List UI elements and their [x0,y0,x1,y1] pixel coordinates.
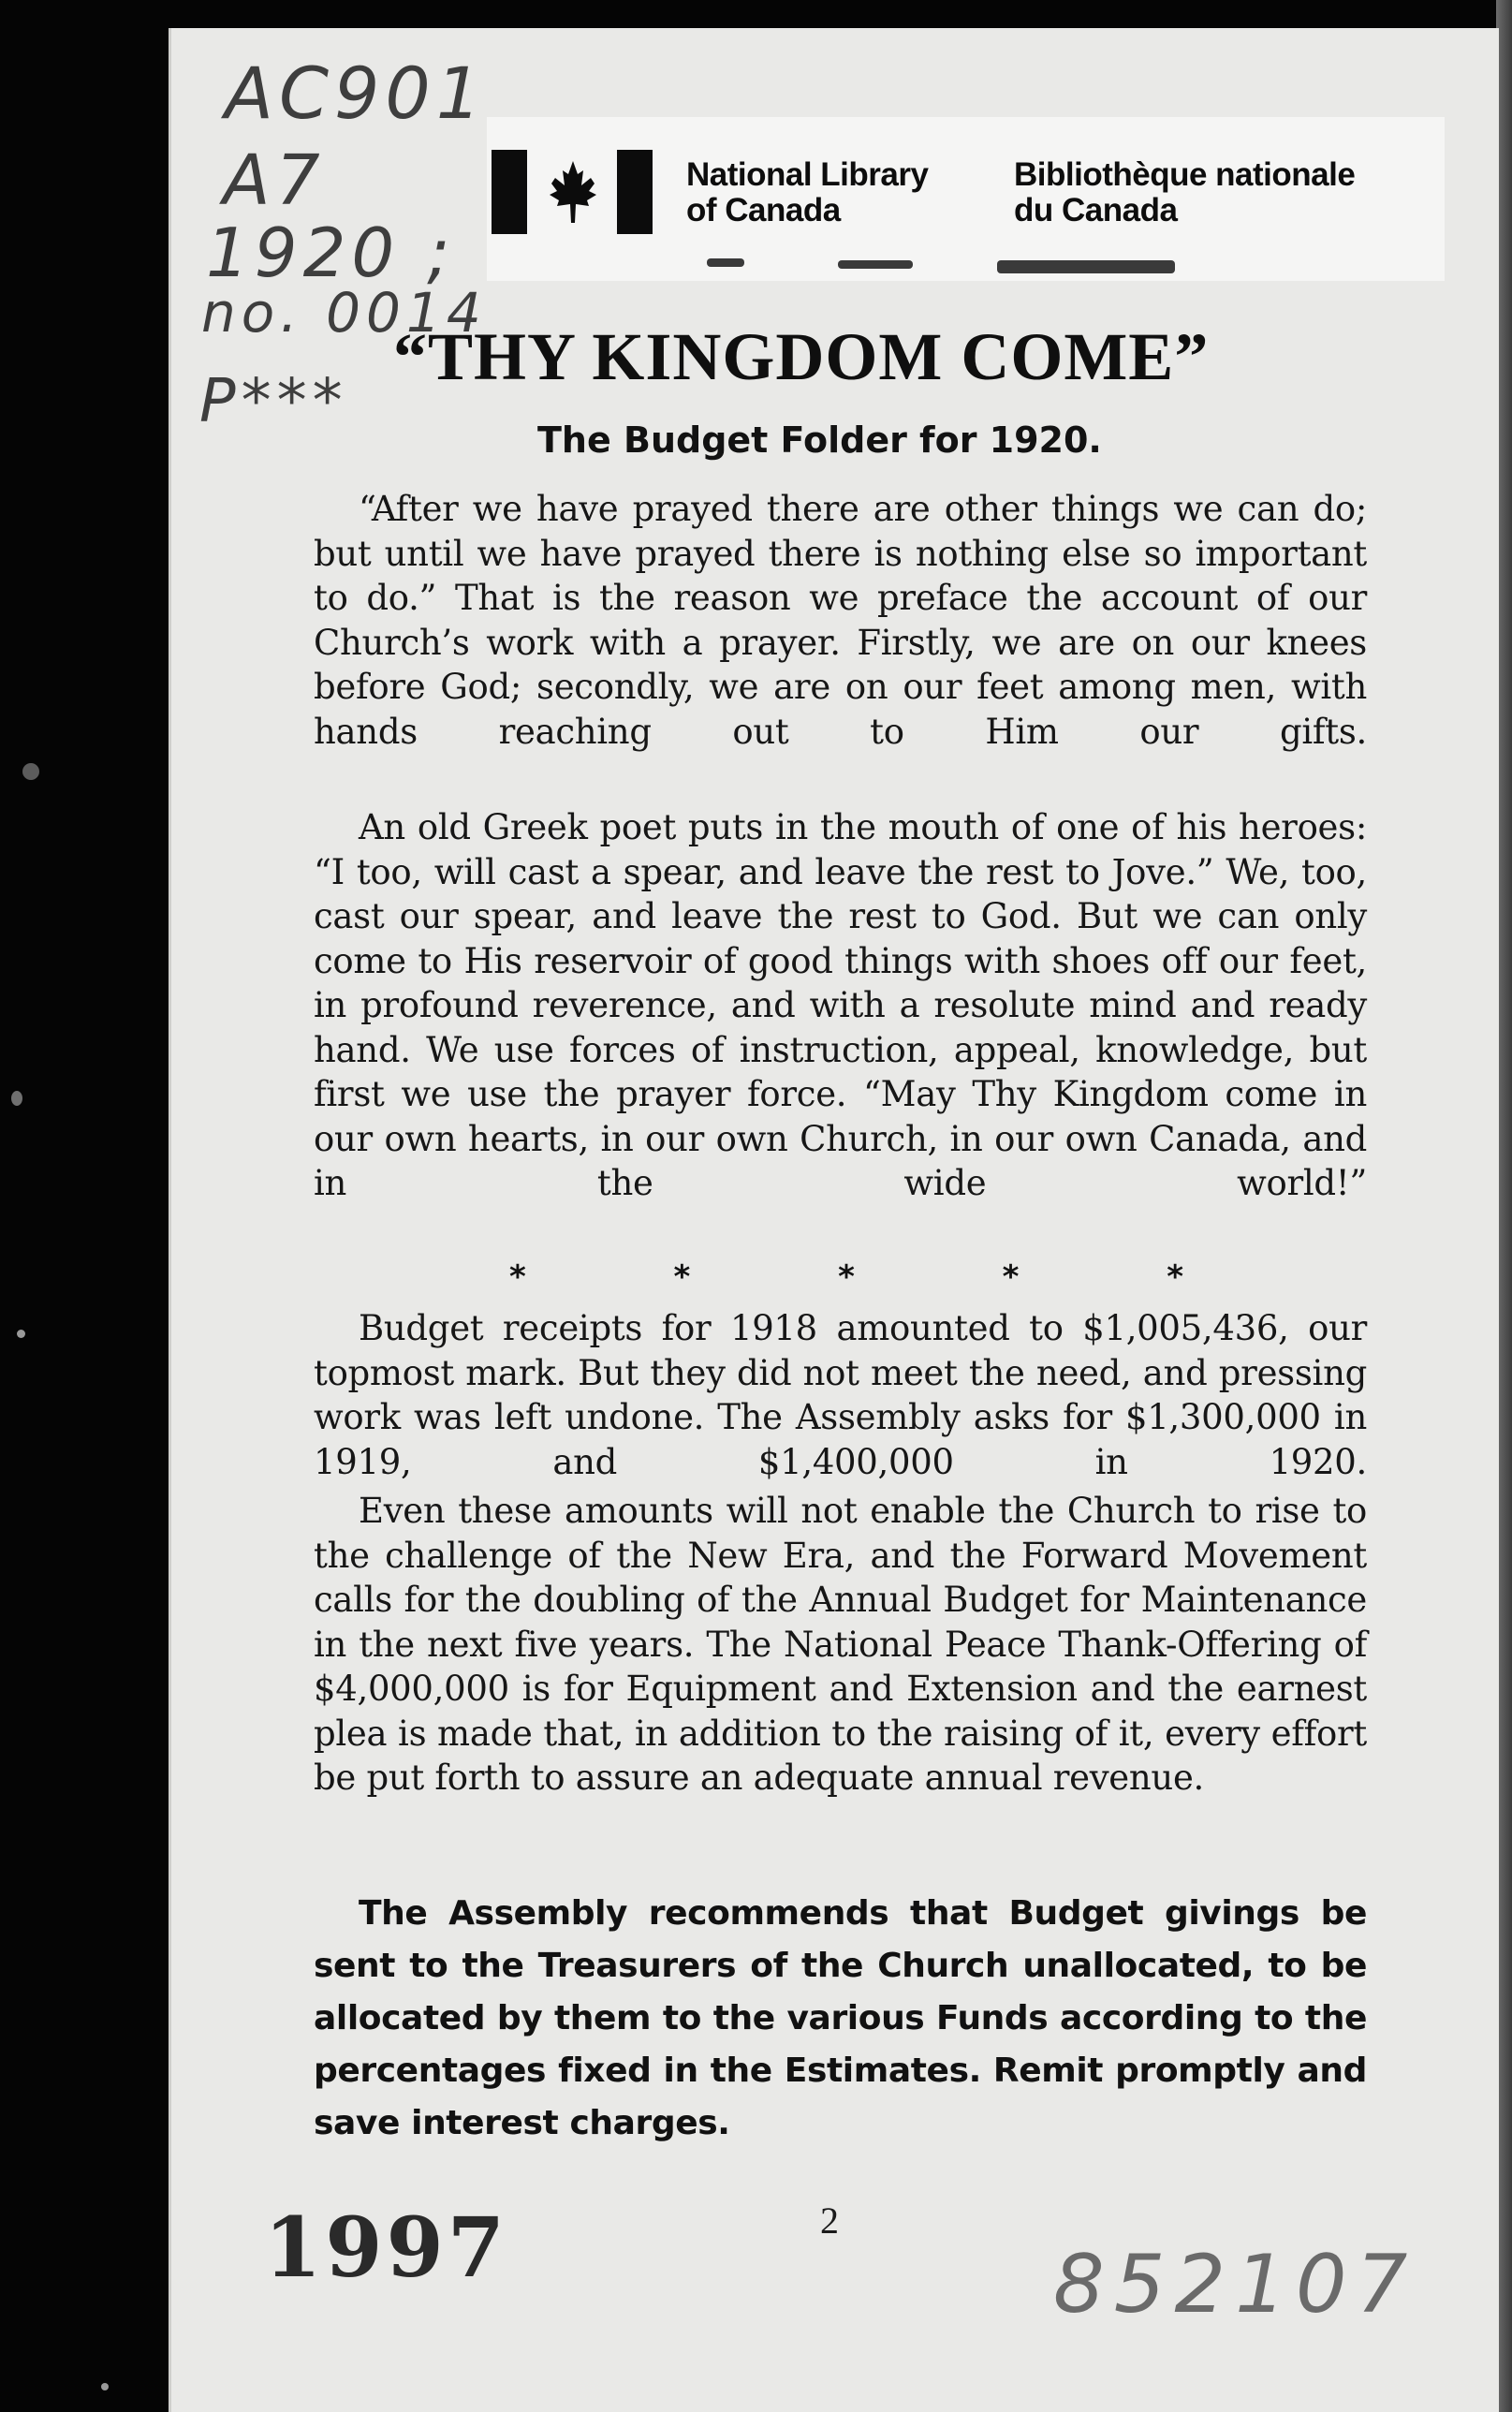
document-subtitle: The Budget Folder for 1920. [537,419,1102,461]
document-title: “THY KINGDOM COME” [393,319,1210,394]
scan-speck [17,1330,25,1338]
library-name-en: National Library of Canada [686,156,929,228]
scan-speck [11,1091,22,1106]
handwritten-call-number-2: A7 [223,140,326,221]
separator-star: * [509,1258,526,1296]
handwritten-accession-number: 852107 [1053,2238,1417,2331]
recommendation-paragraph: The Assembly recommends that Budget givings be sent to the Treasurers of the Church unallocated, to be allocated by them to the various Funds according to the percentages fixed in the Estimates. Remit promptly and save interest charges. [314,1894,1367,2142]
scan-speck [22,763,39,780]
handwritten-call-number-1: AC901 [225,51,488,135]
page-number: 2 [820,2199,839,2242]
handwritten-call-number-3: 1920 ; [206,213,456,292]
canada-flag-icon [492,150,654,234]
handwritten-call-number-4: no. 0014 [201,281,487,345]
section-separator [509,1258,1183,1296]
separator-star: * [673,1258,691,1296]
paragraph-4: Even these amounts will not enable the Church to rise to the challenge of the New Era, and the Forward Movement calls for the doubling of the Annual Budget for Maintenance in the next five years. The National Peace Thank-Offering of $4,000,000 is for Equipment and Extension and the earnest plea is made that, in addition to the raising of it, every effort be put forth to assure an adequate annual revenue. [314,1491,1367,1798]
stamped-number: 1997 [264,2199,508,2296]
library-name-fr: Bibliothèque nationale du Canada [1014,156,1356,228]
obscured-text-fragment [688,251,1194,288]
scan-speck [101,2383,109,2390]
handwritten-call-number-5: P*** [199,367,348,436]
separator-star: * [1167,1258,1183,1296]
paragraph-3: Budget receipts for 1918 amounted to $1,005,436, our topmost mark. But they did not meet the need, and pressing work was left undone. The Assembly asks for $1,300,000 in 1919, and $1,400,000 in 1920. [314,1308,1367,1482]
paragraph-1: “After we have prayed there are other things we can do; but until we have prayed there is nothing else so important to do.” That is the reason we preface the account of our Church’s work with a prayer. Firstly, we are on our knees before God; secondly, we are on our feet among men, with hands reaching out to Him our gifts. [314,489,1367,752]
separator-star: * [1002,1258,1020,1296]
paragraph-2: An old Greek poet puts in the mouth of one of his heroes: “I too, will cast a spear, and leave the rest to Jove.” We, too, cast our spear, and leave the rest to God. But we can only come to His reservoir of good things with shoes off our feet, in profound reverence, and with a resolute mind and ready hand. We use forces of instruction, appeal, knowledge, but first we use the prayer force. “May Thy Kingdom come in our own hearts, in our own Church, in our own Canada, and in the wide world!” [314,807,1367,1203]
separator-star: * [838,1258,855,1296]
